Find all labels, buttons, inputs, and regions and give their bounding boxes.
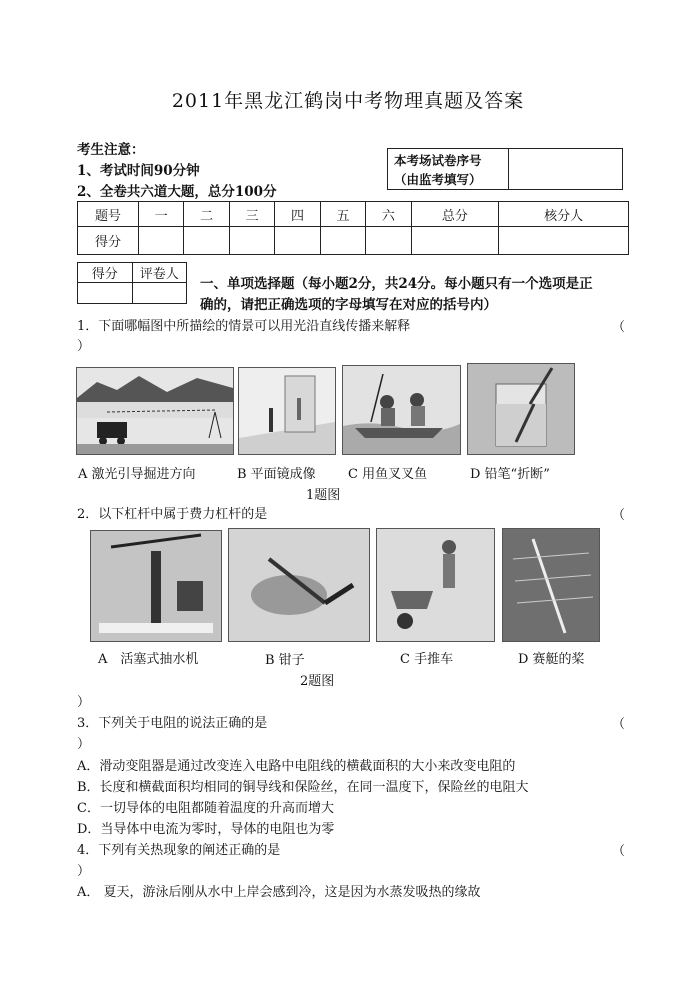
q1-option-d: D 铅笔“折断” bbox=[470, 467, 550, 482]
score-header-cell: 核分人 bbox=[499, 202, 629, 227]
score-cell[interactable] bbox=[275, 227, 320, 255]
grader-score-field[interactable] bbox=[78, 283, 133, 304]
score-header-cell: 四 bbox=[275, 202, 320, 227]
q1-figure-c-fish-spear bbox=[342, 365, 461, 455]
question-4-text: 4．下列有关热现象的阐述正确的是 bbox=[77, 843, 281, 858]
q1-figure-d-pencil-in-glass bbox=[467, 363, 575, 455]
score-cell[interactable] bbox=[499, 227, 629, 255]
q3-option-d: D．当导体中电流为零时，导体的电阻也为零 bbox=[77, 822, 335, 837]
q2-option-a: A 活塞式抽水机 bbox=[98, 652, 199, 667]
score-header-cell: 题号 bbox=[78, 202, 139, 227]
seat-number-field[interactable] bbox=[509, 149, 622, 189]
score-header-cell: 二 bbox=[184, 202, 229, 227]
seat-label-line-2: （由监考填写） bbox=[394, 172, 482, 187]
q3-option-b: B．长度和横截面积均相同的铜导线和保险丝，在同一温度下，保险丝的电阻大 bbox=[77, 780, 529, 795]
grader-score-label: 得分 bbox=[78, 263, 133, 283]
section-1-line-2: 确的，请把正确选项的字母填写在对应的括号内） bbox=[200, 297, 497, 313]
q2-figure-d-rowing-oars bbox=[502, 528, 600, 642]
q2-figure-c-wheelbarrow bbox=[376, 528, 495, 642]
q2-figure-a-piston-pump bbox=[90, 530, 222, 642]
score-cell[interactable] bbox=[139, 227, 184, 255]
question-3-paren-open: （ bbox=[612, 717, 626, 732]
score-row-label: 得分 bbox=[78, 227, 139, 255]
score-cell[interactable] bbox=[366, 227, 411, 255]
question-2-paren-open: （ bbox=[612, 508, 626, 523]
score-header-cell: 五 bbox=[320, 202, 365, 227]
score-cell[interactable] bbox=[320, 227, 365, 255]
q2-option-c: C 手推车 bbox=[400, 652, 454, 667]
q1-option-c: C 用鱼叉叉鱼 bbox=[348, 467, 428, 482]
notes-line-1: 1、考试时间90分钟 bbox=[77, 163, 200, 179]
q1-figure-b-plane-mirror bbox=[238, 367, 336, 455]
q1-option-b: B 平面镜成像 bbox=[237, 467, 316, 482]
question-4-paren-close: ） bbox=[77, 864, 91, 879]
question-2-paren-close: ） bbox=[77, 695, 91, 710]
question-2-text: 2．以下杠杆中属于费力杠杆的是 bbox=[77, 507, 268, 522]
score-header-cell: 三 bbox=[229, 202, 274, 227]
score-header-cell: 一 bbox=[139, 202, 184, 227]
q3-option-a: A．滑动变阻器是通过改变连入电路中电阻线的横截面积的大小来改变电阻的 bbox=[77, 759, 516, 774]
grader-table bbox=[77, 262, 187, 304]
q2-option-b: B 钳子 bbox=[265, 653, 305, 668]
question-4-paren-open: （ bbox=[612, 844, 626, 859]
q1-option-a: A 激光引导掘进方向 bbox=[78, 467, 196, 482]
score-header-cell: 总分 bbox=[411, 202, 499, 227]
q1-figure-caption: 1题图 bbox=[306, 488, 341, 503]
q2-figure-b-pliers bbox=[228, 528, 370, 642]
question-1-paren-open: （ bbox=[612, 320, 626, 335]
notes-line-2: 2、全卷共六道大题，总分100分 bbox=[77, 184, 277, 200]
grader-name-label: 评卷人 bbox=[132, 263, 187, 283]
question-3-paren-close: ） bbox=[77, 737, 91, 752]
score-header-cell: 六 bbox=[366, 202, 411, 227]
q3-option-c: C．一切导体的电阻都随着温度的升高而增大 bbox=[77, 801, 334, 816]
q1-figure-a-laser-tunnel bbox=[76, 367, 234, 455]
score-table-header bbox=[78, 202, 629, 227]
q4-option-a: A． 夏天，游泳后刚从水中上岸会感到冷，这是因为水蒸发吸热的缘故 bbox=[77, 885, 481, 900]
question-1-paren-close: ） bbox=[77, 339, 91, 354]
q2-figure-caption: 2题图 bbox=[300, 674, 335, 689]
candidate-notes bbox=[77, 140, 277, 203]
notes-heading: 考生注意： bbox=[77, 142, 145, 158]
section-1-heading bbox=[200, 274, 630, 316]
seat-number-box bbox=[387, 148, 623, 190]
page-title: 2011年黑龙江鹤岗中考物理真题及答案 bbox=[171, 90, 525, 112]
score-cell[interactable] bbox=[229, 227, 274, 255]
grader-name-field[interactable] bbox=[132, 283, 187, 304]
question-3-text: 3．下列关于电阻的说法正确的是 bbox=[77, 716, 268, 731]
question-1-text: 1．下面哪幅图中所描绘的情景可以用光沿直线传播来解释 bbox=[77, 319, 411, 334]
seat-label-line-1: 本考场试卷序号 bbox=[394, 153, 482, 168]
seat-number-label bbox=[388, 149, 509, 189]
score-table-row bbox=[78, 227, 629, 255]
score-cell[interactable] bbox=[184, 227, 229, 255]
score-table bbox=[77, 201, 629, 255]
q2-option-d: D 赛艇的桨 bbox=[518, 652, 585, 667]
score-cell[interactable] bbox=[411, 227, 499, 255]
section-1-line-1: 一、单项选择题（每小题2分，共24分。每小题只有一个选项是正 bbox=[200, 276, 593, 292]
